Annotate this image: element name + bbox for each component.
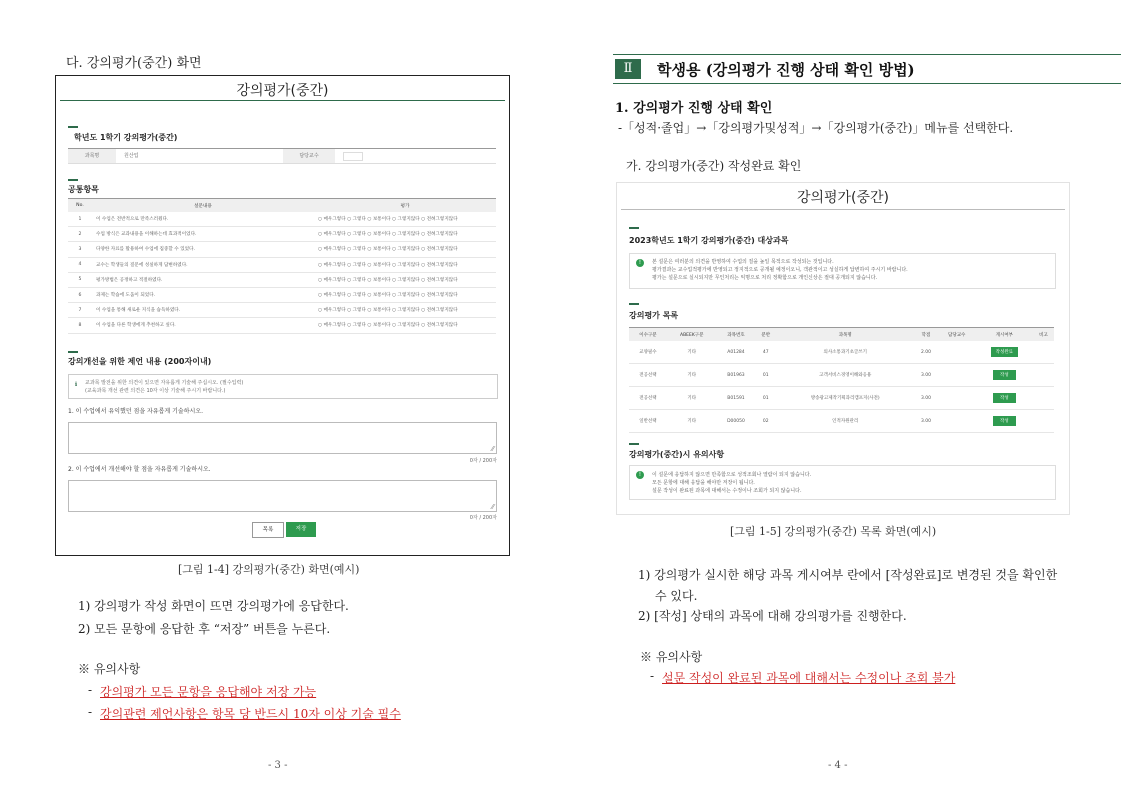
course-row [629, 410, 1054, 433]
question-1: 1. 이 수업에서 유익했던 점을 자유롭게 기술하시오. [68, 408, 203, 415]
save-button[interactable]: 저장 [286, 522, 316, 537]
answer-radio-group[interactable]: ○ 매우그렇다 ○ 그렇다 ○ 보통이다 ○ 그렇지않다 ○ 전혀그렇지않다 [314, 212, 496, 227]
subheader-mark [629, 227, 639, 229]
chapter-badge: Ⅱ [615, 59, 641, 79]
cell-credit: 2.00 [914, 341, 937, 364]
subheader-mark [629, 443, 639, 445]
figure-caption: [그림 1-5] 강의평가(중간) 목록 화면(예시) [730, 525, 937, 538]
cell-prof [938, 364, 976, 387]
step-1: 1) 강의평가 작성 화면이 뜨면 강의평가에 응답한다. [78, 599, 349, 613]
question-table [68, 198, 496, 334]
step-2: 2) 모든 문항에 응답한 후 “저장” 버튼을 누른다. [78, 622, 331, 636]
cell-prof [938, 387, 976, 410]
note-1: 설문 작성이 완료된 과목에 대해서는 수정이나 조회 불가 [662, 671, 956, 685]
cell-sec: 02 [755, 410, 776, 433]
note-title: ※ 유의사항 [640, 650, 703, 664]
professor-label: 담당교수 [283, 149, 335, 163]
cell-abeek: 기타 [667, 387, 717, 410]
screen-title: 강의평가(중간) [621, 183, 1065, 210]
answer-1-textarea[interactable] [68, 422, 497, 454]
info-line-2: 평가결과는 교수업적평가에 반영되고 정지적으로 공개될 예정이오니, 객관적이고 성실하게 답변하여 주시기 바랍니다. [652, 267, 908, 273]
col-header: 비고 [1033, 328, 1054, 342]
cell-note [1033, 387, 1054, 410]
question-row [68, 242, 496, 257]
cell-code: A01284 [717, 341, 756, 364]
course-row [629, 341, 1054, 364]
question-text: 이 수업을 다른 학생에게 추천하고 싶다. [92, 318, 314, 333]
caution-title: 강의평가(중간)시 유의사항 [629, 450, 725, 459]
question-no: 7 [68, 303, 92, 318]
list-button[interactable]: 목록 [252, 522, 284, 538]
col-header: 이수구분 [629, 328, 667, 342]
resize-handle-icon[interactable]: ⁄⁄ [491, 503, 494, 511]
answer-radio-group[interactable]: ○ 매우그렇다 ○ 그렇다 ○ 보통이다 ○ 그렇지않다 ○ 전혀그렇지않다 [314, 257, 496, 272]
cell-sec: 01 [755, 387, 776, 410]
answer-radio-group[interactable]: ○ 매우그렇다 ○ 그렇다 ○ 보통이다 ○ 그렇지않다 ○ 전혀그렇지않다 [314, 287, 496, 302]
cell-note [1033, 410, 1054, 433]
notice-sub: (교육과목 개선 관련 의견은 10자 이상 기술해 주시기 바랍니다.) [85, 388, 226, 394]
notice-text: 교과목 발전을 위한 의견이 있으면 자유롭게 기술해 주십시오. (필수입력) [85, 380, 244, 386]
semester-title: 학년도 1학기 강의평가(중간) [74, 133, 178, 142]
cell-note [1033, 341, 1054, 364]
cell-credit: 3.00 [914, 364, 937, 387]
answer-radio-group[interactable]: ○ 매우그렇다 ○ 그렇다 ○ 보통이다 ○ 그렇지않다 ○ 전혀그렇지않다 [314, 242, 496, 257]
info-line-1: 본 설문은 여러분의 의견을 반영하여 수업의 질을 높일 목적으로 작성되는 것입니다. [652, 259, 834, 265]
sub-title: 가. 강의평가(중간) 작성완료 확인 [626, 159, 802, 173]
warning-icon: ! [636, 471, 644, 479]
col-header: 과목번호 [717, 328, 756, 342]
question-no: 5 [68, 272, 92, 287]
caution-line-3: 설문 작성이 완료된 과목에 대해서는 수정이나 조회가 되지 않습니다. [652, 488, 802, 494]
cell-sec: 47 [755, 341, 776, 364]
cell-type: 전공선택 [629, 387, 667, 410]
menu-path: -「성적·졸업」→「강의평가및성적」→「강의평가(중간)」메뉴를 선택한다. [618, 121, 1014, 135]
subject-label: 과목명 [68, 149, 116, 163]
caution-line-2: 모든 문항에 대해 응답을 해야만 저장이 됩니다. [652, 480, 755, 486]
cell-credit: 3.00 [914, 387, 937, 410]
col-header: 분반 [755, 328, 776, 342]
col-header: 학점 [914, 328, 937, 342]
answer-radio-group[interactable]: ○ 매우그렇다 ○ 그렇다 ○ 보통이다 ○ 그렇지않다 ○ 전혀그렇지않다 [314, 227, 496, 242]
info-line-3: 평가는 설문으로 실시되지만 무인처리는 익명으로 처리 정확함으로 개인신상은 절대 공개되지 않습니다. [652, 275, 878, 281]
question-2: 2. 이 수업에서 개선해야 할 점을 자유롭게 기술하시오. [68, 466, 211, 473]
cell-code: B01963 [717, 364, 756, 387]
step-1-line-1: 1) 강의평가 실시한 해당 과목 게시여부 란에서 [작성완료]로 변경된 것을 확인한 [638, 568, 1058, 582]
subheader-mark [629, 303, 639, 305]
professor-field[interactable] [343, 152, 363, 161]
section-title: 다. 강의평가(중간) 화면 [66, 56, 202, 71]
subject-value: 원산업 [124, 153, 139, 159]
question-row [68, 318, 496, 333]
col-content: 설문내용 [92, 199, 314, 213]
cell-name: 인적자원관리 [776, 410, 914, 433]
question-row [68, 287, 496, 302]
cell-note [1033, 364, 1054, 387]
cell-type: 일반선택 [629, 410, 667, 433]
subheader-mark [68, 179, 78, 181]
left-page [0, 0, 560, 793]
subject-row [68, 148, 496, 164]
cell-code: D00050 [717, 410, 756, 433]
note-1: 강의평가 모든 문항을 응답해야 저장 가능 [100, 685, 317, 699]
caution-box [629, 465, 1056, 500]
question-text: 평가방법은 공정하고 적절하였다. [92, 272, 314, 287]
note-title: ※ 유의사항 [78, 662, 141, 676]
screen-title: 강의평가(중간) [60, 76, 505, 101]
write-button[interactable]: 작성 [993, 416, 1016, 426]
question-text: 교수는 학생들의 질문에 성실하게 답변하였다. [92, 257, 314, 272]
cell-name: 의사소통과기초글쓰기 [776, 341, 914, 364]
target-title: 2023학년도 1학기 강의평가(중간) 대상과목 [629, 236, 789, 245]
counter-1: 0자 / 200자 [469, 458, 497, 464]
col-header: 게시여부 [976, 328, 1033, 342]
question-row [68, 272, 496, 287]
question-text: 수업 방식은 교과내용을 이해하는데 효과적이었다. [92, 227, 314, 242]
question-no: 8 [68, 318, 92, 333]
figure-caption: [그림 1-4] 강의평가(중간) 화면(예시) [178, 563, 360, 576]
subheader-mark [68, 351, 78, 353]
cell-abeek: 기타 [667, 341, 717, 364]
col-header: 과목명 [776, 328, 914, 342]
note-1-dash: - [650, 669, 655, 683]
cell-sec: 01 [755, 364, 776, 387]
question-no: 4 [68, 257, 92, 272]
chapter-header [613, 54, 1121, 84]
note-1-dash: - [88, 683, 93, 697]
common-title: 공통항목 [68, 185, 99, 194]
course-row [629, 364, 1054, 387]
info-box [629, 253, 1056, 289]
question-text: 과제는 학습에 도움이 되었다. [92, 287, 314, 302]
completed-button[interactable]: 작성완료 [991, 347, 1018, 357]
cell-prof [938, 341, 976, 364]
right-page [560, 0, 1121, 793]
cell-prof [938, 410, 976, 433]
counter-2: 0자 / 200자 [469, 515, 497, 521]
cell-credit: 3.00 [914, 410, 937, 433]
question-no: 6 [68, 287, 92, 302]
answer-radio-group[interactable]: ○ 매우그렇다 ○ 그렇다 ○ 보통이다 ○ 그렇지않다 ○ 전혀그렇지않다 [314, 303, 496, 318]
write-button[interactable]: 작성 [993, 370, 1016, 380]
question-text: 이 수업은 전반적으로 만족스러웠다. [92, 212, 314, 227]
resize-handle-icon[interactable]: ⁄⁄ [491, 445, 494, 453]
col-header: ABEEK구분 [667, 328, 717, 342]
page-number: - 3 - [268, 760, 288, 771]
course-table [629, 327, 1054, 433]
subheader-mark [68, 126, 78, 128]
answer-radio-group[interactable]: ○ 매우그렇다 ○ 그렇다 ○ 보통이다 ○ 그렇지않다 ○ 전혀그렇지않다 [314, 318, 496, 333]
cell-abeek: 기타 [667, 410, 717, 433]
cell-type: 교양필수 [629, 341, 667, 364]
question-row [68, 227, 496, 242]
col-no: No. [68, 199, 92, 213]
question-no: 3 [68, 242, 92, 257]
heading-1: 1. 강의평가 진행 상태 확인 [615, 101, 773, 116]
question-row [68, 303, 496, 318]
suggest-title: 강의개선을 위한 제언 내용 (200자이내) [68, 357, 212, 366]
col-header: 담당교수 [938, 328, 976, 342]
note-2: 강의관련 제언사항은 항목 당 반드시 10자 이상 기술 필수 [100, 707, 401, 721]
page-number: - 4 - [828, 760, 848, 771]
question-text: 이 수업을 통해 새로운 지식을 습득하였다. [92, 303, 314, 318]
info-icon: ℹ [75, 381, 78, 388]
step-2: 2) [작성] 상태의 과목에 대해 강의평가를 진행한다. [638, 609, 907, 623]
write-button[interactable]: 작성 [993, 393, 1016, 403]
col-eval: 평가 [314, 199, 496, 213]
question-row [68, 212, 496, 227]
step-1-line-2: 수 있다. [655, 589, 698, 603]
list-title: 강의평가 목록 [629, 311, 679, 320]
cell-type: 전공선택 [629, 364, 667, 387]
question-text: 다양한 자료를 활용하여 수업에 집중할 수 있었다. [92, 242, 314, 257]
chapter-title: 학생용 (강의평가 진행 상태 확인 방법) [657, 61, 915, 79]
note-2-dash: - [88, 705, 93, 719]
question-row [68, 257, 496, 272]
notice-box [68, 374, 498, 399]
cell-code: B01591 [717, 387, 756, 410]
answer-2-textarea[interactable] [68, 480, 497, 512]
cell-abeek: 기타 [667, 364, 717, 387]
cell-name: 고객서비스경영이해와응용 [776, 364, 914, 387]
course-row [629, 387, 1054, 410]
evaluation-screen [55, 75, 510, 556]
answer-radio-group[interactable]: ○ 매우그렇다 ○ 그렇다 ○ 보통이다 ○ 그렇지않다 ○ 전혀그렇지않다 [314, 272, 496, 287]
question-no: 1 [68, 212, 92, 227]
question-no: 2 [68, 227, 92, 242]
list-screen [616, 182, 1070, 515]
caution-line-1: 이 설문에 응답하지 않으면 만족함으로 성적조회나 열람이 되지 않습니다. [652, 472, 812, 478]
info-icon: ! [636, 259, 644, 267]
cell-name: 방송광고제작기획과리캠프지(사전) [776, 387, 914, 410]
